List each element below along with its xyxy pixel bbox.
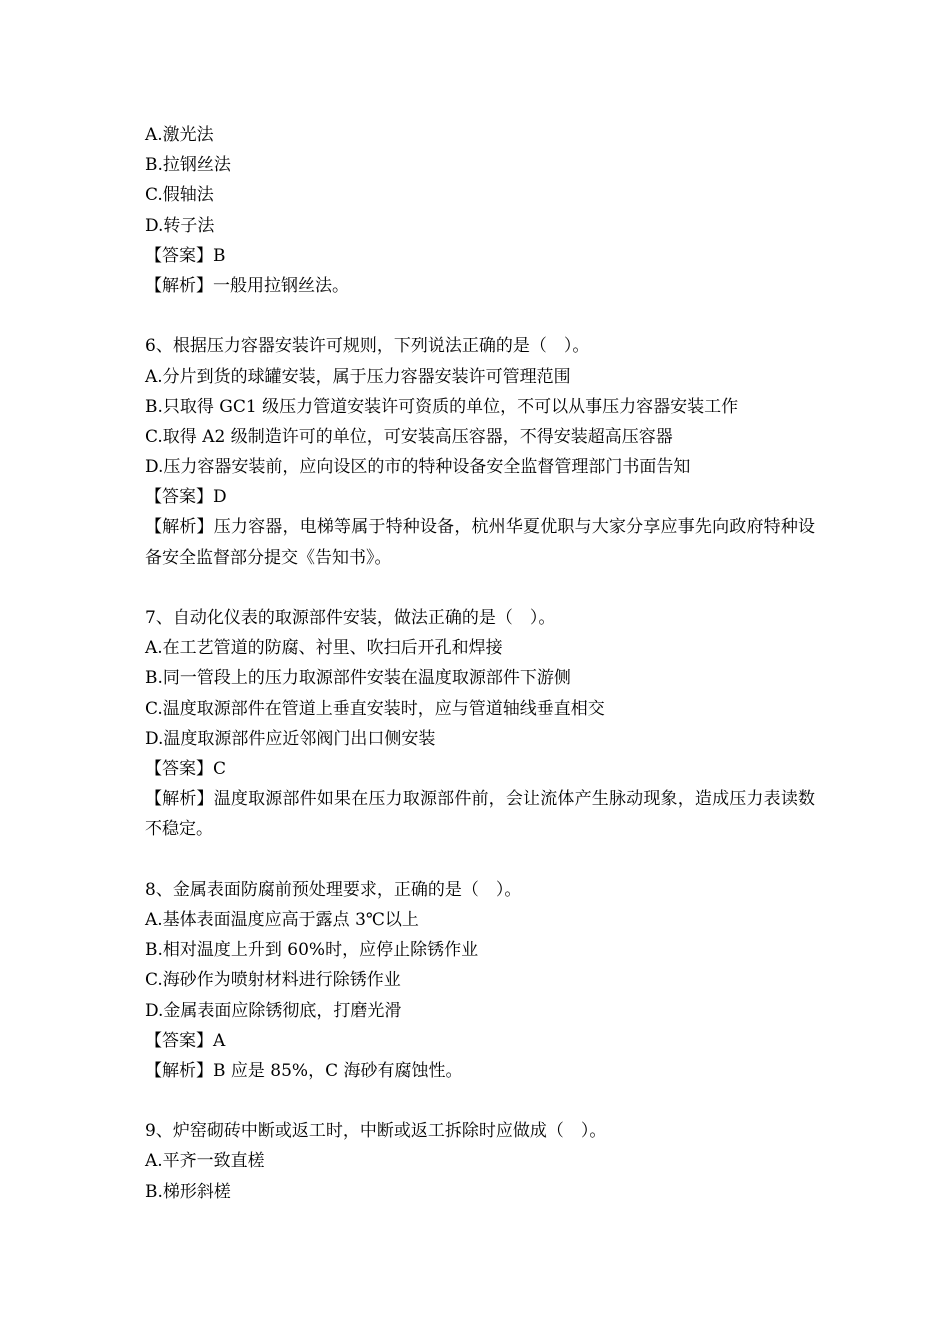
option-d: D.温度取源部件应近邻阀门出口侧安装 xyxy=(145,728,436,749)
option-b: B.同一管段上的压力取源部件安装在温度取源部件下游侧 xyxy=(145,668,571,689)
option-c: C.海砂作为喷射材料进行除锈作业 xyxy=(145,970,401,991)
answer: 【答案】C xyxy=(145,758,227,779)
option-a: A.分片到货的球罐安装，属于压力容器安装许可管理范围 xyxy=(145,366,571,387)
spacer xyxy=(145,845,815,875)
option-c: C.取得 A2 级制造许可的单位，可安装高压容器，不得安装超高压容器 xyxy=(145,426,673,447)
answer: 【答案】D xyxy=(145,487,227,508)
question-stem: 7、自动化仪表的取源部件安装，做法正确的是（ ）。 xyxy=(145,608,556,629)
option-a: A.激光法 xyxy=(145,125,214,145)
option-d: D.金属表面应除锈彻底，打磨光滑 xyxy=(145,1000,402,1021)
spacer xyxy=(145,573,815,603)
answer: 【答案】B xyxy=(145,245,226,266)
question-stem: 6、根据压力容器安装许可规则，下列说法正确的是（ ）。 xyxy=(145,336,590,357)
analysis: 【解析】B 应是 85%，C 海砂有腐蚀性。 xyxy=(145,1060,463,1081)
option-a: A.基体表面温度应高于露点 3℃以上 xyxy=(145,909,419,930)
option-a: A.平齐一致直槎 xyxy=(145,1151,265,1172)
question-stem: 8、金属表面防腐前预处理要求，正确的是（ ）。 xyxy=(145,879,522,900)
question-6 xyxy=(145,331,815,573)
option-c: C.温度取源部件在管道上垂直安装时，应与管道轴线垂直相交 xyxy=(145,698,605,719)
question-5-tail xyxy=(145,120,815,301)
question-stem: 9、炉窑砌砖中断或返工时，中断或返工拆除时应做成（ ）。 xyxy=(145,1121,607,1142)
spacer xyxy=(145,301,815,331)
document-page xyxy=(145,120,815,1207)
analysis: 【解析】温度取源部件如果在压力取源部件前，会让流体产生脉动现象，造成压力表读数不稳定。 xyxy=(145,789,815,840)
analysis: 【解析】一般用拉钢丝法。 xyxy=(145,275,349,296)
question-7 xyxy=(145,603,815,845)
option-b: B.只取得 GC1 级压力管道安装许可资质的单位，不可以从事压力容器安装工作 xyxy=(145,396,739,417)
answer: 【答案】A xyxy=(145,1030,226,1051)
option-d: D.压力容器安装前，应向设区的市的特种设备安全监督管理部门书面告知 xyxy=(145,457,691,478)
option-d: D.转子法 xyxy=(145,215,215,236)
option-a: A.在工艺管道的防腐、衬里、吹扫后开孔和焊接 xyxy=(145,638,503,659)
question-9 xyxy=(145,1116,815,1207)
question-8 xyxy=(145,875,815,1086)
option-b: B.梯形斜槎 xyxy=(145,1181,231,1202)
spacer xyxy=(145,1086,815,1116)
option-b: B.拉钢丝法 xyxy=(145,155,231,176)
option-b: B.相对温度上升到 60%时，应停止除锈作业 xyxy=(145,940,479,961)
analysis: 【解析】压力容器，电梯等属于特种设备，杭州华夏优职与大家分享应事先向政府特种设备安全监督部分提交《告知书》。 xyxy=(145,517,815,568)
option-c: C.假轴法 xyxy=(145,185,214,206)
